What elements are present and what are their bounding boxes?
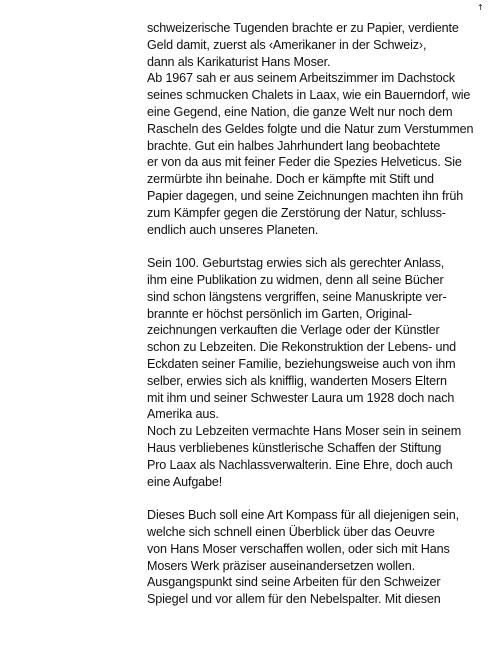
text-line: Sein 100. Geburtstag erwies sich als gerechter Anlass, <box>147 256 445 271</box>
text-line: Spiegel und vor allem für den Nebelspalter. Mit diesen <box>147 592 441 607</box>
text-line: dann als Karikaturist Hans Moser. <box>147 54 331 69</box>
text-line: er von da aus mit feiner Feder die Spezies Helveticus. Sie <box>147 155 462 170</box>
text-line: seines schmucken Chalets in Laax, wie ein Bauerndorf, wie <box>147 88 471 103</box>
page-marker-arrow-icon: ↑ <box>477 3 484 12</box>
text-line: Rascheln des Geldes folgte und die Natur zum Verstummen <box>147 121 474 136</box>
text-line: mit ihm und seiner Schwester Laura um 1928 doch nach <box>147 390 455 405</box>
text-line: eine Gegend, eine Nation, die ganze Welt nur noch dem <box>147 104 453 119</box>
text-line: brachte. Gut ein halbes Jahrhundert lang beobachtete <box>147 138 441 153</box>
text-line: ihm eine Publikation zu widmen, denn all seine Bücher <box>147 272 444 287</box>
text-line: Eckdaten seiner Familie, beziehungsweise auch von ihm <box>147 356 456 371</box>
text-line: Ab 1967 sah er aus seinem Arbeitszimmer im Dachstock <box>147 71 455 86</box>
text-line: eine Aufgabe! <box>147 474 223 489</box>
text-line: Noch zu Lebzeiten vermachte Hans Moser sein in seinem <box>147 424 462 439</box>
text-line: zeichnungen verkauften die Verlage oder der Künstler <box>147 323 440 338</box>
body-text <box>147 20 492 608</box>
text-line: zermürbte ihn beinahe. Doch er kämpfte mit Stift und <box>147 172 434 187</box>
text-line: Geld damit, zuerst als ‹Amerikaner in der Schweiz›, <box>147 37 427 52</box>
paragraph-spacer <box>147 490 492 507</box>
text-line: Pro Laax als Nachlassverwalterin. Eine Ehre, doch auch <box>147 457 453 472</box>
text-line: Papier dagegen, und seine Zeichnungen machten ihn früh <box>147 188 464 203</box>
text-line: sind schon längstens vergriffen, seine Manuskripte ver- <box>147 289 447 304</box>
text-line: schon zu Lebzeiten. Die Rekonstruktion der Lebens- und <box>147 340 457 355</box>
text-line: Dieses Buch soll eine Art Kompass für all diejenigen sein, <box>147 508 459 523</box>
text-line: von Hans Moser verschaffen wollen, oder sich mit Hans <box>147 541 450 556</box>
paragraph <box>147 507 492 608</box>
text-line: selber, erwies sich als knifflig, wanderten Mosers Eltern <box>147 373 447 388</box>
paragraph <box>147 70 492 238</box>
text-line: welche sich schnell einen Überblick über das Oeuvre <box>147 524 435 539</box>
paragraph <box>147 423 492 490</box>
text-line: brannte er höchst persönlich im Garten, Original- <box>147 306 412 321</box>
text-line: endlich auch unseres Planeten. <box>147 222 319 237</box>
paragraph <box>147 20 492 70</box>
text-line: zum Kämpfer gegen die Zerstörung der Natur, schluss- <box>147 205 446 220</box>
text-line: schweizerische Tugenden brachte er zu Papier, verdiente <box>147 21 459 35</box>
text-line: Ausgangspunkt sind seine Arbeiten für den Schweizer <box>147 575 441 590</box>
paragraph-spacer <box>147 238 492 255</box>
paragraph <box>147 255 492 423</box>
text-line: Amerika aus. <box>147 407 219 422</box>
text-line: Haus verbliebenes künstlerische Schaffen der Stiftung <box>147 440 442 455</box>
text-line: Mosers Werk präziser auseinandersetzen wollen. <box>147 558 415 573</box>
